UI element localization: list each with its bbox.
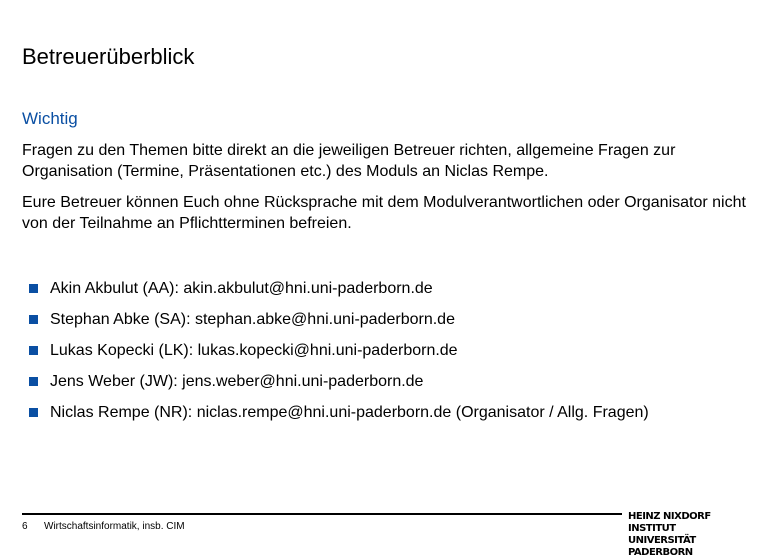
page-number: 6 [22,521,28,532]
contact-text: Lukas Kopecki (LK): lukas.kopecki@hni.uni-paderborn.de [50,342,458,359]
contact-item [29,402,649,423]
contact-text: Stephan Abke (SA): stephan.abke@hni.uni-paderborn.de [50,311,455,328]
square-bullet-icon [29,346,38,355]
paragraph-exemptions: Eure Betreuer können Euch ohne Rücksprache mit dem Modulverantwortlichen oder Organisator nicht von der Teilnahme an Pflichtterminen befreien. [22,194,746,232]
contact-text: Niclas Rempe (NR): niclas.rempe@hni.uni-paderborn.de (Organisator / Allg. Fragen) [50,404,649,421]
contact-item [29,309,649,330]
contact-text: Jens Weber (JW): jens.weber@hni.uni-paderborn.de [50,373,424,390]
footer-text: Wirtschaftsinformatik, insb. CIM [44,521,185,532]
square-bullet-icon [29,408,38,417]
section-heading: Wichtig [22,109,78,128]
paragraph-questions: Fragen zu den Themen bitte direkt an die jeweiligen Betreuer richten, allgemeine Fragen zur Organisation (Termine, Präsentationen etc.) des Moduls an Niclas Rempe. [22,142,676,180]
footer-divider [22,513,622,515]
contact-text: Akin Akbulut (AA): akin.akbulut@hni.uni-paderborn.de [50,280,433,297]
institute-logo [628,511,760,559]
square-bullet-icon [29,284,38,293]
contact-item [29,278,649,299]
slide-title: Betreuerüberblick [22,44,195,69]
logo-line-2: UNIVERSITÄT PADERBORN [628,535,696,558]
contact-list [29,278,649,433]
square-bullet-icon [29,315,38,324]
contact-item [29,340,649,361]
contact-item [29,371,649,392]
logo-line-1: HEINZ NIXDORF INSTITUT [628,511,711,534]
square-bullet-icon [29,377,38,386]
